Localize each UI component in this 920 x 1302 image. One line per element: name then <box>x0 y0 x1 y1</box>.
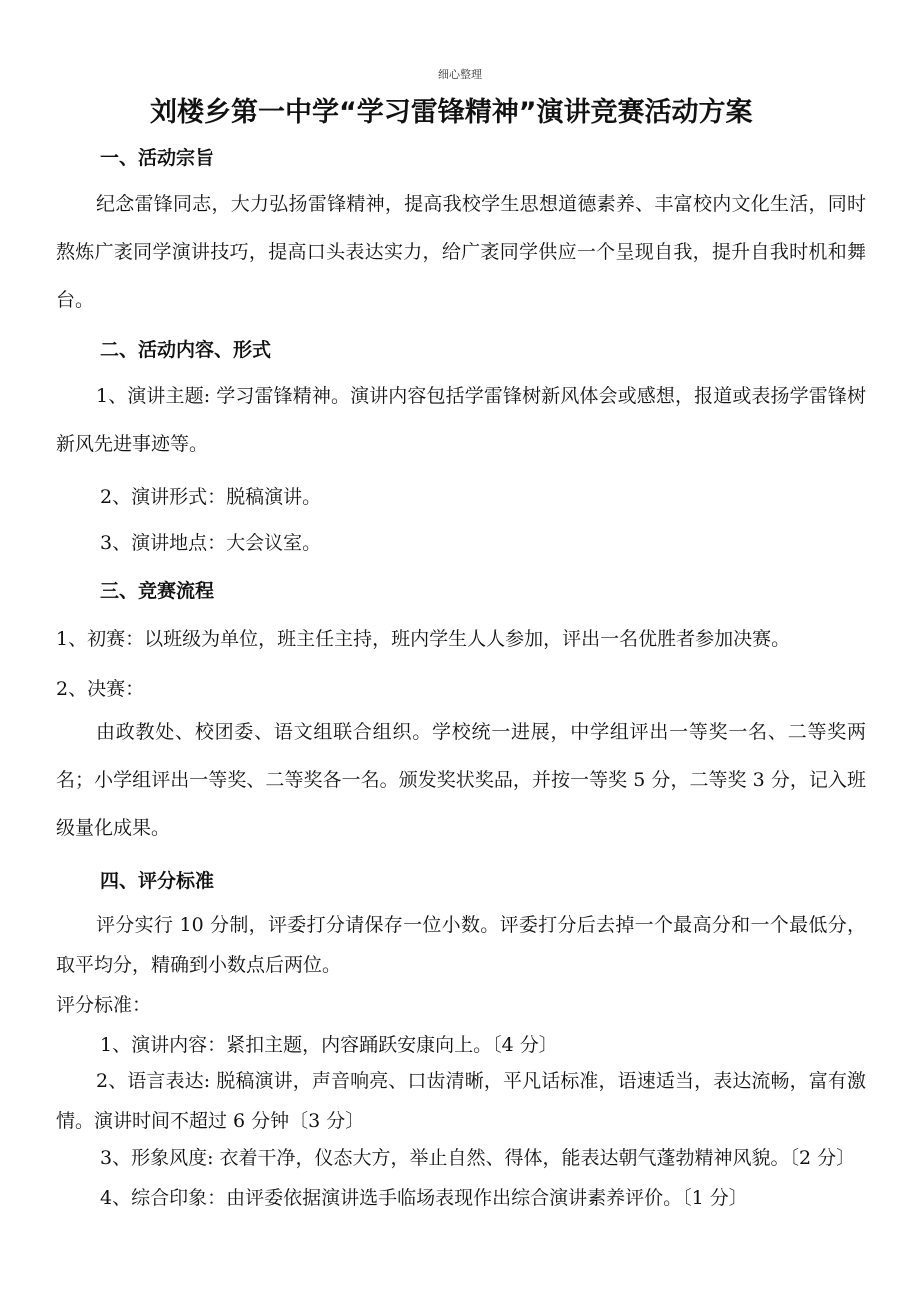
scoring-item-appearance: 3、形象风度: 衣着干净，仪态大方，举止自然、得体，能表达朝气蓬勃精神风貌。〔2 分〕 <box>100 1147 856 1169</box>
process-final-label: 2、决赛： <box>56 678 145 700</box>
scoring-item-language: 2、语言表达: 脱稿演讲，声音响亮、口齿清晰，平凡话标准，语速适当，表达流畅，富有激情。演讲时间不超过 6 分钟〔3 分〕 <box>56 1070 866 1132</box>
scoring-item-impression: 4、综合印象：由评委依据演讲选手临场表现作出综合演讲素养评价。〔1 分〕 <box>100 1187 748 1209</box>
document-title: 刘楼乡第一中学“学习雷锋精神”演讲竞赛活动方案 <box>150 97 753 128</box>
section-heading-process: 三、竞赛流程 <box>100 580 215 602</box>
content-location-line: 3、演讲地点：大会议室。 <box>100 532 322 554</box>
scoring-criteria-label: 评分标准： <box>56 994 152 1016</box>
content-form-line: 2、演讲形式：脱稿演讲。 <box>100 486 322 508</box>
header-note: 细心整理 <box>438 68 482 81</box>
purpose-paragraph: 纪念雷锋同志，大力弘扬雷锋精神，提高我校学生思想道德素养、丰富校内文化生活，同时熬炼广袤同学演讲技巧，提高口头表达实力，给广袤同学供应一个呈现自我，提升自我时机和舞台。 <box>56 193 866 311</box>
scoring-item-content: 1、演讲内容：紧扣主题，内容踊跃安康向上。〔4 分〕 <box>100 1034 558 1056</box>
section-heading-purpose: 一、活动宗旨 <box>100 147 215 169</box>
process-preliminary-line: 1、初赛：以班级为单位，班主任主持，班内学生人人参加，评出一名优胜者参加决赛。 <box>56 628 791 650</box>
content-theme-paragraph: 1、演讲主题: 学习雷锋精神。演讲内容包括学雷锋树新风体会或感想，报道或表扬学雷锋树新风先进事迹等。 <box>56 385 866 455</box>
section-heading-content-form: 二、活动内容、形式 <box>100 339 272 361</box>
scoring-intro-paragraph: 评分实行 10 分制，评委打分请保存一位小数。评委打分后去掉一个最高分和一个最低分，取平均分，精确到小数点后两位。 <box>56 914 866 976</box>
section-heading-scoring: 四、评分标准 <box>100 870 215 892</box>
process-final-paragraph: 由政教处、校团委、语文组联合组织。学校统一进展，中学组评出一等奖一名、二等奖两名；小学组评出一等奖、二等奖各一名。颁发奖状奖品，并按一等奖 5 分，二等奖 3 分，记入班级量化成果。 <box>56 721 866 839</box>
